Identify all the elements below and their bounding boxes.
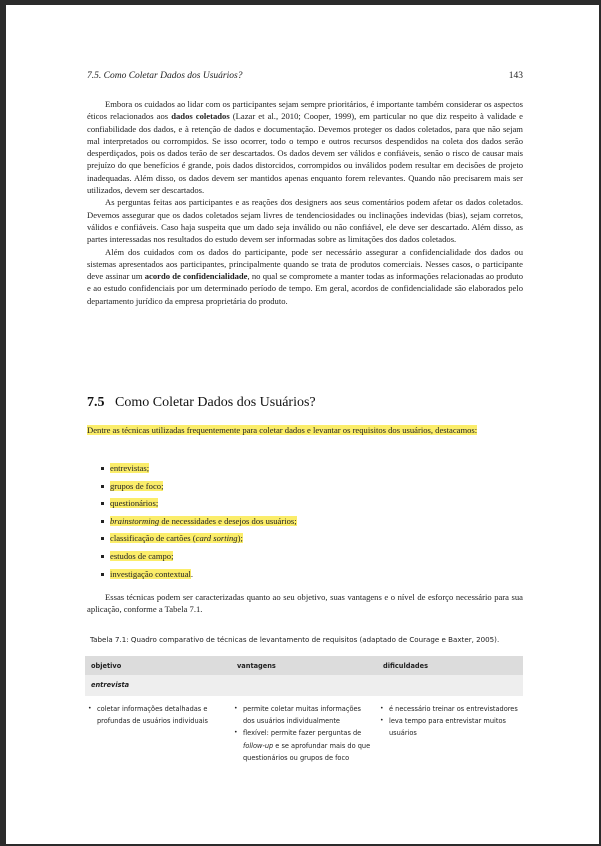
cell-item: • coletar informações detalhadas e profundas de usuários individuais bbox=[85, 703, 225, 727]
bullet-icon bbox=[101, 467, 104, 470]
list-item: estudos de campo; bbox=[101, 550, 297, 568]
document-page bbox=[6, 5, 599, 844]
list-item: brainstorming de necessidades e desejos dos usuários; bbox=[101, 515, 297, 533]
bullet-icon bbox=[101, 573, 104, 576]
list-item: classificação de cartões (card sorting); bbox=[101, 532, 297, 550]
techniques-list bbox=[101, 462, 297, 585]
header-objetivo: objetivo bbox=[91, 662, 122, 670]
paragraph-2: As perguntas feitas aos participantes e as reações dos designers aos seus comentários podem afetar os dados coletados. Devemos assegurar que os dados coletados sejam livres de tendenciosidades ou inclinações indevidas (bias), sejam corretos, válidos e confiáveis. Caso haja suspeita que um dado seja inválido ou não confiável, ele deve ser descartado. Além disso, as partes interessadas nos resultados do estudo devem ser informadas sobre as limitações dos dados coletados. bbox=[87, 197, 523, 245]
bullet-icon bbox=[101, 502, 104, 505]
section-intro bbox=[87, 423, 523, 437]
running-title: 7.5. Como Coletar Dados dos Usuários? bbox=[87, 71, 243, 81]
bullet-icon bbox=[101, 537, 104, 540]
list-item: investigação contextual. bbox=[101, 568, 297, 586]
group-label: entrevista bbox=[91, 681, 130, 689]
running-header bbox=[87, 71, 523, 81]
section-heading bbox=[87, 395, 316, 411]
bold-term-dados-coletados: dados coletados bbox=[171, 111, 230, 122]
highlighted-intro: Dentre as técnicas utilizadas frequentemente para coletar dados e levantar os requisitos dos usuários, destacamos: bbox=[87, 425, 478, 435]
bold-term-acordo: acordo de confidencialidade bbox=[144, 271, 248, 282]
table-caption: Tabela 7.1: Quadro comparativo de técnicas de levantamento de requisitos (adaptado de Courage e Baxter, 2005). bbox=[90, 635, 500, 644]
section-title: Como Coletar Dados dos Usuários? bbox=[115, 395, 316, 410]
cell-item: • é necessário treinar os entrevistadores bbox=[377, 703, 523, 715]
bullet-icon bbox=[101, 555, 104, 558]
table-row bbox=[85, 696, 523, 776]
header-vantagens: vantagens bbox=[237, 662, 276, 670]
cell-dificuldades bbox=[377, 703, 523, 740]
cell-item: • flexível: permite fazer perguntas de follow-up e se aprofundar mais do que questionários ou grupos de foco bbox=[231, 727, 371, 764]
cell-item: • permite coletar muitas informações dos usuários individualmente bbox=[231, 703, 371, 727]
page-number: 143 bbox=[508, 71, 523, 81]
paragraph-1: Embora os cuidados ao lidar com os participantes sejam sempre prioritários, é importante também considerar os aspectos éticos relacionados aos dados coletados (Lazar et al., 2010; Cooper, 1999), em particular no que diz respeito à validade e confiabilidade dos dados, e à retenção de dados e documentação. Devemos proteger os dados coletados, para que não sejam mal interpretados ou corrompidos. Se isso ocorrer, todo o tempo e outros recursos despendidos na coleta dos dados serão desperdiçados, pois os dados terão de ser descartados. Os dados devem ser válidos e confiáveis, senão o risco de causar mais prejuízo do que benefícios é grande, pois dados distorcidos, corrompidos ou inválidos podem resultar em decisões de projeto inadequadas. Além disso, os dados devem ser mantidos apenas enquanto forem relevantes. Quando não precisarem mais ser utilizados, devem ser descartados. bbox=[87, 99, 523, 196]
followup-paragraph: Essas técnicas podem ser caracterizadas quanto ao seu objetivo, suas vantagens e o nível de esforço necessário para sua aplicação, conforme a Tabela 7.1. bbox=[87, 592, 523, 615]
bullet-icon bbox=[101, 520, 104, 523]
comparison-table bbox=[85, 656, 523, 776]
bullet-icon bbox=[101, 485, 104, 488]
list-item: questionários; bbox=[101, 497, 297, 515]
table-header-row bbox=[85, 656, 523, 675]
list-item: grupos de foco; bbox=[101, 480, 297, 498]
table-group-row bbox=[85, 675, 523, 696]
cell-item: • leva tempo para entrevistar muitos usuários bbox=[377, 715, 523, 739]
section-number: 7.5 bbox=[87, 395, 105, 410]
cell-objetivo bbox=[85, 703, 225, 727]
header-dificuldades: dificuldades bbox=[383, 662, 429, 670]
ethics-paragraphs bbox=[87, 98, 523, 307]
list-item: entrevistas; bbox=[101, 462, 297, 480]
paragraph-3: Além dos cuidados com os dados do participante, pode ser necessário assegurar a confidencialidade dos dados ou sistemas apresentados aos participantes, principalmente quando se trata de produtos comerciais. Nesses casos, o participante deve assinar um acordo de confidencialidade, no qual se compromete a manter todas as informações relacionadas ao produto e ao estudo confidenciais por um determinado período de tempo. Em geral, acordos de confidencialidade são elaborados pelo departamento jurídico da empresa proprietária do produto. bbox=[87, 246, 523, 306]
cell-vantagens bbox=[231, 703, 371, 764]
